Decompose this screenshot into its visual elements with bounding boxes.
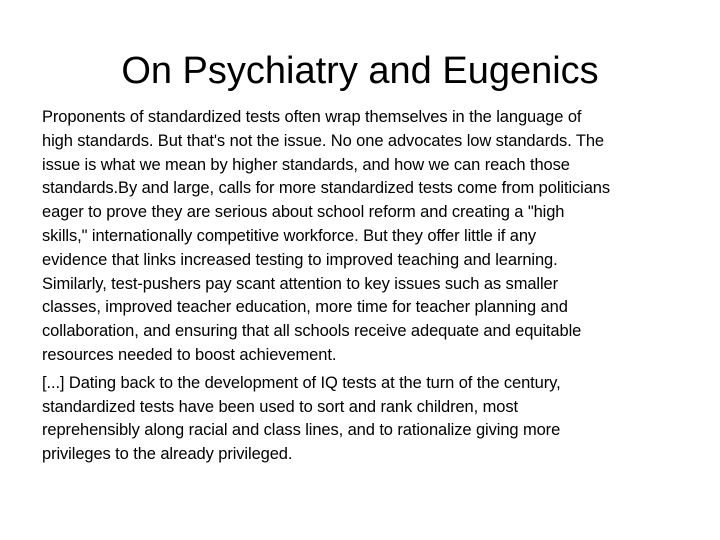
paragraph-1 [42,106,692,368]
paragraph-line: classes, improved teacher education, more time for teacher planning and [42,298,568,317]
paragraph-line: eager to prove they are serious about school reform and creating a "high [42,203,565,222]
paragraph-line: skills," internationally competitive workforce. But they offer little if any [42,226,537,245]
paragraph-line: privileges to the already privileged. [42,445,293,464]
paragraph-line: Similarly, test-pushers pay scant attention to key issues such as smaller [42,274,559,293]
paragraph-line: Proponents of standardized tests often wrap themselves in the language of [42,108,582,126]
paragraph-line: [...] Dating back to the development of IQ tests at the turn of the century, [42,373,561,392]
paragraph-2 [42,372,692,467]
paragraph-line: reprehensibly along racial and class lines, and to rationalize giving more [42,421,561,440]
paragraph-line: resources needed to boost achievement. [42,345,337,364]
paragraph-line: standardized tests have been used to sort and rank children, most [42,397,518,416]
paragraph-line: evidence that links increased testing to improved teaching and learning. [42,250,558,269]
paragraph-line: high standards. But that's not the issue. No one advocates low standards. The [42,131,604,150]
paragraph-line: issue is what we mean by higher standards, and how we can reach those [42,155,570,174]
paragraph-line: standards.By and large, calls for more standardized tests come from politicians [42,179,611,198]
slide-body [42,106,692,471]
paragraph-line: collaboration, and ensuring that all schools receive adequate and equitable [42,322,582,341]
slide-title: On Psychiatry and Eugenics [121,50,599,92]
